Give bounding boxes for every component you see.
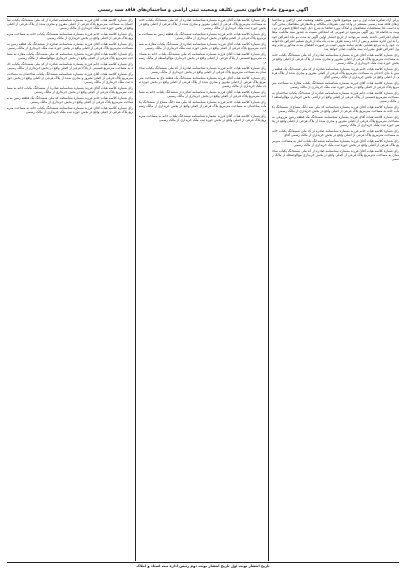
notice-paragraph: رای شماره کلاسه هیات خانم فرزند بشماره شناسنامه ششدانگ یکباب خانه به مساحت مترمربع پلاک فرعی از اصلی واقع در بخش خریداری از مالک رسمی xyxy=(7,32,133,41)
notice-paragraph: رای شماره کلاسه هیات خانم فرزند بشماره شناسنامه صادره از کد ملی ششدانگ یک قطعه زمین با بنای احداثی به مساحت مترمربع پلاک فرعی از اصلی مفروز و مجزی شده از پلاک فرعی از اصلی واقع در بخش خریداری از مالک رسمی آقای xyxy=(272,66,399,80)
notice-paragraph: رای شماره کلاسه هیات خانم فرزند بشماره شناسنامه صادره از کد ملی ششدانگ یکباب خانه به مساحت مترمربع پلاک فرعی از اصلی واقع در بخش خریداری از مالک رسمی آقای xyxy=(272,128,399,138)
notice-paragraph: رای شماره کلاسه هیات آقای فرزند بشماره شناسنامه کد ملی ششدانگ یکباب مغازه به مساحت مترمربع پلاک فرعی از اصلی واقع در بخش خریداری مع‌الواسطه از مالک رسمی xyxy=(7,51,133,61)
notice-paragraph: رای شماره کلاسه هیات آقای فرزند بشماره شناسنامه کد ملی ششدانگ یکباب خانه به مساحت مترمربع قسمتی از پلاک فرعی از اصلی واقع در بخش خریداری مع‌الواسطه از مالک رسمی xyxy=(139,51,266,65)
notice-paragraph: رای شماره کلاسه هیات آقای فرزند بشماره شناسنامه ششدانگ یکباب انبار به مساحت مترمربع پلاک فرعی از اصلی واقع در بخش حوزه ثبت ملک خریداری از مالک رسمی xyxy=(272,138,399,147)
column-middle xyxy=(139,18,266,561)
column-divider-right xyxy=(268,18,269,561)
notice-paragraph: رای شماره کلاسه هیات آقای فرزند بشماره شناسنامه صادره از کد ملی ششدانگ یکباب ساختمان به مساحت مترمربع پلاک فرعی از اصلی مفروز و مجزی شده از پلاک فرعی از اصلی واقع در بخش حوزه ثبت ملک خریداری از مالک رسمی xyxy=(7,18,133,31)
notice-paragraph: رای شماره کلاسه هیات خانم فرزند بشماره شناسنامه کد ملی سه دانگ مشاع از ششدانگ یکباب ساختمان به مساحت مترمربع پلاک فرعی از اصلی واقع در بخش خریداری از مالک رسمی xyxy=(139,99,266,113)
notice-paragraph: رای شماره کلاسه هیات خانم فرزند بشماره شناسنامه صادره از ششدانگ یکباب ساختمان به مساحت مترمربع قسمتی از پلاک فرعی از اصلی واقع در اراضی بخش خریداری مع‌الواسطه از مالک رسمی xyxy=(272,90,399,104)
notice-paragraph: رای شماره کلاسه هیات خانم فرزند بشماره شناسنامه صادره از کد ملی ششدانگ یکباب خانه به مساحت مترمربع قسمتی از پلاک فرعی از اصلی واقع در بخش خریداری از مالک رسمی xyxy=(7,61,133,70)
notice-paragraph: رای شماره کلاسه هیات آقای فرزند بشماره شناسنامه صادره از ششدانگ یکباب خانه به مساحت مترمربع پلاک فرعی از اصلی واقع در بخش خریداری از مالک رسمی xyxy=(139,89,266,99)
notice-paragraph: رای شماره کلاسه هیات آقای فرزند بشماره شناسنامه صادره از ششدانگ یکباب مغازه به مساحت مترمربع پلاک فرعی از اصلی واقع در بخش حوزه ثبت ملک خریداری از مالک رسمی xyxy=(139,41,266,51)
notice-paragraph: رای شماره کلاسه هیات آقای فرزند بشماره شناسنامه ششدانگ یکباب مغازه به مساحت مترمربع پلاک فرعی از اصلی واقع در بخش حوزه ثبت ملک خریداری از مالک رسمی xyxy=(272,80,399,90)
notice-paragraph: برابر آراء صادره هیات اول و دوم موضوع قانون تعیین تکلیف وضعیت ثبتی اراضی و ساختمان‌های فاقد سند رسمی مستقر در واحد ثبتی تصرفات مالکانه و بلامعارض متقاضیان محرز گردیده است لذا مشخصات متقاضیان و املاک مورد تقاضا به شرح ذیل جهت اطلاع عموم در دو نوبت به فاصله ۱۵ روز آگهی می‌شود در صورتی که اشخاص نسبت به صدور سند مالکیت متقاضیان اعتراضی داشته باشند می‌توانند از تاریخ انتشار اولین آگهی به مدت دو ماه اعتراض خود را به این اداره تسلیم و پس از اخذ رسید ظرف مدت یک ماه از تاریخ تسلیم اعتراض دادخواست خود را به مرجع قضایی تقدیم نمایند بدیهی است در صورت انقضای مدت مذکور و عدم وصول اعتراض طبق مقررات سند مالکیت صادر خواهد شد xyxy=(272,18,399,52)
notice-paragraph: رای شماره کلاسه هیات خانم فرزند بشماره شناسنامه ششدانگ یک قطعه زمین به مساحت مترمربع پلاک فرعی از اصلی واقع در بخش خریداری از مالک رسمی xyxy=(139,32,266,41)
notice-paragraph: رای شماره کلاسه هیات خانم فرزند بشماره شناسنامه صادره از کد ملی ششدانگ یکباب ساختمان به مساحت مترمربع پلاک فرعی از اصلی واقع در بخش خریداری از مالک رسمی xyxy=(139,65,266,75)
notice-paragraph: رای شماره کلاسه هیات آقای فرزند بشماره شناسنامه کد ملی سه دانگ مشاع از ششدانگ یکباب خانه به مساحت مترمربع پلاک فرعی از اصلی واقع در بخش خریداری از مالک رسمی xyxy=(272,104,399,114)
notice-paragraph: رای شماره کلاسه هیات آقای فرزند بشماره شناسنامه صادره از کد ملی ششدانگ یکباب ساختمان به مساحت مترمربع پلاک فرعی از اصلی واقع در بخش خریداری مع‌الواسطه از مالک رسمی xyxy=(272,148,399,162)
notice-paragraph: رای شماره کلاسه هیات آقای فرزند بشماره شناسنامه صادره از ششدانگ یکباب خانه به مساحت مترمربع پلاک فرعی از اصلی واقع در بخش خریداری از مالک رسمی xyxy=(7,85,133,94)
newspaper-notice-page xyxy=(6,6,399,570)
column-right xyxy=(272,18,399,561)
notice-paragraph: رای شماره کلاسه هیات آقای فرزند بشماره شناسنامه ششدانگ یکباب خانه به مساحت مترمربع پلاک فرعی از اصلی واقع در بخش حوزه ثبت ملک خریداری از مالک رسمی xyxy=(139,113,266,123)
header-rule xyxy=(7,16,399,17)
notice-paragraph: رای شماره کلاسه هیات آقای فرزند بشماره شناسنامه صادره از کد ملی ششدانگ یکباب خانه به مساحت مترمربع پلاک فرعی از اصلی مفروز و مجزی شده از پلاک فرعی از اصلی واقع در بخش حوزه ثبت ملک خریداری از مالک رسمی xyxy=(272,52,399,66)
notice-footer: تاریخ انتشار نوبت اول تاریخ انتشار نوبت دوم رئیس اداره ثبت اسناد و املاک xyxy=(136,564,270,568)
notice-paragraph: رای شماره کلاسه هیات خانم فرزند بشماره شناسنامه کد ملی ششدانگ یک قطعه زمین به مساحت مترمربع پلاک فرعی از اصلی واقع در بخش خریداری از مالک رسمی xyxy=(7,95,133,104)
notice-paragraph: رای شماره کلاسه هیات آقای فرزند بشماره شناسنامه ششدانگ یکباب ساختمان به مساحت مترمربع پلاک فرعی از اصلی مفروز و مجزی شده از پلاک فرعی از اصلی واقع در بخش حوزه ثبت ملک خریداری از مالک رسمی xyxy=(7,71,133,84)
column-left xyxy=(7,18,133,561)
notice-paragraph: رای شماره کلاسه هیات آقای فرزند بشماره شناسنامه ششدانگ یکباب خانه به مساحت مترمربع پلاک فرعی از اصلی واقع در بخش حوزه ثبت ملک خریداری از مالک رسمی xyxy=(7,105,133,114)
notice-paragraph: رای شماره کلاسه هیات آقای فرزند بشماره شناسنامه صادره از ششدانگ یک قطعه زمین به مساحت مترمربع پلاک فرعی از اصلی واقع در بخش حوزه ثبت ملک خریداری از مالک رسمی xyxy=(7,41,133,51)
notice-paragraph: رای شماره کلاسه هیات آقای فرزند بشماره شناسنامه ششدانگ یک قطعه باغ به مساحت مترمربع پلاک فرعی از اصلی مفروز و مجزی شده از پلاک فرعی از اصلی واقع در بخش حوزه ثبت ملک خریداری از مالک رسمی xyxy=(139,75,266,89)
notice-paragraph: رای شماره کلاسه هیات آقای فرزند بشماره شناسنامه صادره از کد ملی ششدانگ یکباب خانه به مساحت مترمربع پلاک فرعی از اصلی مفروز و مجزی شده از پلاک فرعی از اصلی واقع در بخش حوزه ثبت ملک خریداری از مالک رسمی xyxy=(139,18,266,31)
column-divider-left xyxy=(135,18,136,561)
notice-header: آگهی موضوع ماده ۳ قانون تعیین تکلیف وضعیت ثبتی اراضی و ساختمان‌های فاقد سند رسمی xyxy=(97,8,309,13)
notice-paragraph: رای شماره کلاسه هیات آقای فرزند بشماره شناسنامه ششدانگ یک قطعه زمین مزروعی به مساحت مترمربع پلاک فرعی از اصلی مفروز و مجزی شده از پلاک فرعی از اصلی واقع در بخش حوزه ثبت ملک خریداری از مالک رسمی xyxy=(272,114,399,128)
